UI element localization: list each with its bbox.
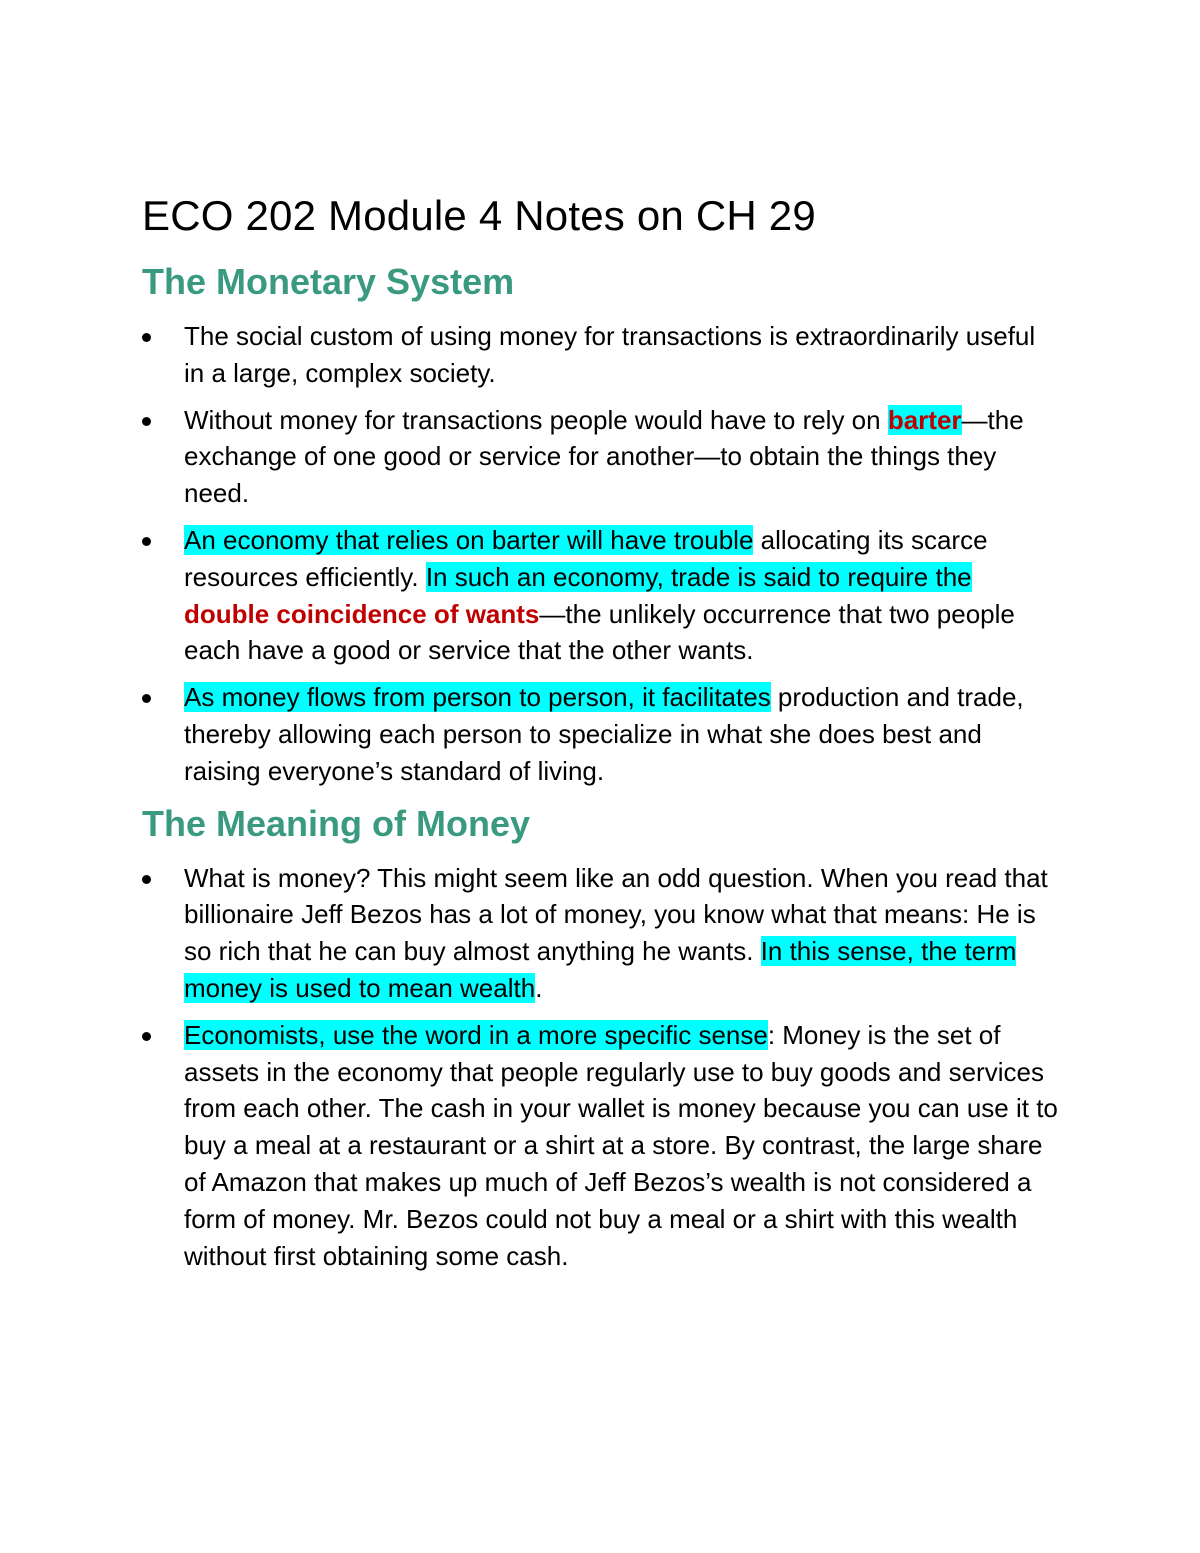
text-run: Without money for transactions people would have to rely on: [184, 404, 888, 435]
key-term: double coincidence of wants: [184, 598, 540, 629]
bullet-list: [142, 318, 1062, 790]
highlighted-text: Economists, use the word in a more specific sense: [184, 1019, 768, 1050]
text-run: .: [535, 972, 543, 1003]
text-run: —the exchange of one good or service for another—to obtain the things they need.: [184, 404, 1024, 509]
bullet-dot-icon: [142, 1032, 151, 1041]
bullet-dot-icon: [142, 537, 151, 546]
section-heading: The Monetary System: [142, 261, 515, 302]
text-run: allocating its scarce resources efficiently.: [184, 524, 988, 592]
list-item: [142, 402, 1062, 512]
document-page: [142, 190, 1062, 1284]
list-item: [142, 860, 1062, 1007]
text-run: production and trade, thereby allowing each person to specialize in what she does best and raising everyone’s standard of living.: [184, 682, 1024, 786]
bullet-list: [142, 860, 1062, 1275]
list-item: [142, 318, 1062, 392]
section-heading: The Meaning of Money: [142, 802, 531, 844]
text-run: What is money? This might seem like an odd question. When you read that billionaire Jeff Bezos has a lot of money, you know what that means: He is so rich that he can buy almost anything he wants.: [184, 862, 1048, 967]
highlighted-text: An economy that relies on barter will have trouble: [184, 524, 754, 555]
list-item: [142, 522, 1062, 669]
bullet-dot-icon: [142, 417, 151, 426]
list-item: [142, 1017, 1062, 1275]
bullet-dot-icon: [142, 875, 151, 884]
text-run: The social custom of using money for transactions is extraordinarily useful in a large, complex society.: [184, 321, 1036, 388]
highlighted-key-term: barter: [887, 404, 962, 435]
text-run: : Money is the set of assets in the economy that people regularly use to buy goods and services from each other. The cash in your wallet is money because you can use it to buy a meal at a restaurant or a shirt at a store. By contrast, the large share of Amazon that makes up much of Jeff Bezos’s wealth is not considered a form of money. Mr. Bezos could not buy a meal or a shirt with this wealth without first obtaining some cash.: [184, 1019, 1058, 1271]
highlighted-text: As money flows from person to person, it facilitates: [184, 682, 771, 713]
sections-container: [142, 260, 1062, 1274]
bullet-dot-icon: [142, 333, 151, 342]
bullet-dot-icon: [142, 694, 151, 703]
highlighted-text: In such an economy, trade is said to require the: [425, 561, 972, 592]
document-title: ECO 202 Module 4 Notes on CH 29: [142, 192, 816, 239]
text-run: —the unlikely occurrence that two people each have a good or service that the other wants.: [184, 598, 1015, 666]
list-item: [142, 679, 1062, 789]
highlighted-text: In this sense, the term money is used to mean wealth: [184, 936, 1017, 1003]
